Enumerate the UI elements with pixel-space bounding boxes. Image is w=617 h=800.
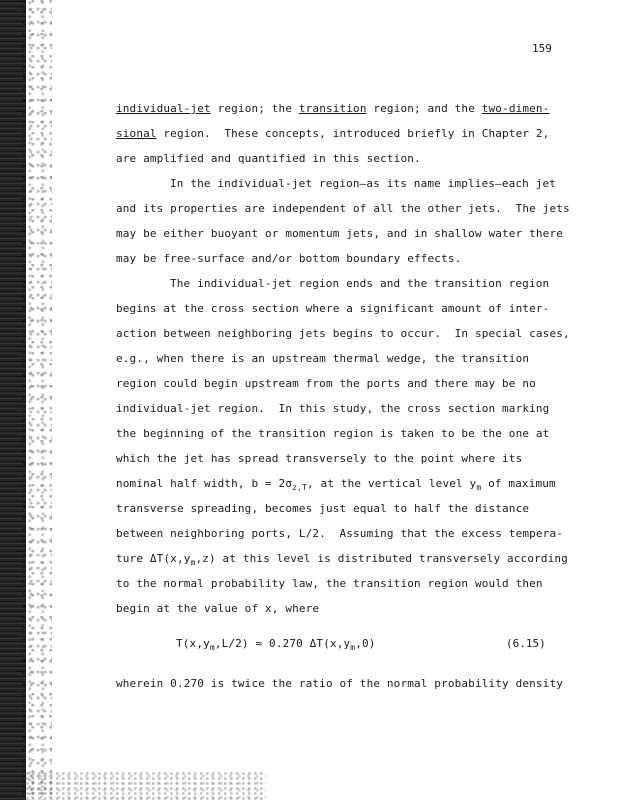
text-line: transverse spreading, becomes just equal to half the distance <box>116 502 530 515</box>
term-two-dimensional: two-dimen- <box>481 102 550 115</box>
scan-bottom-noise <box>26 772 266 800</box>
text-line: to the normal probability law, the transition region would then <box>116 577 543 590</box>
text-line: are amplified and quantified in this section. <box>116 152 421 165</box>
text-line: may be either buoyant or momentum jets, and in shallow water there <box>116 227 563 240</box>
page-number: 159 <box>532 42 552 55</box>
text-line: region could begin upstream from the ports and there may be no <box>116 377 536 390</box>
text-line: may be free-surface and/or bottom boundary effects. <box>116 252 462 265</box>
text-line: the beginning of the transition region is taken to be the one at <box>116 427 550 440</box>
scan-binding-noise <box>22 0 52 800</box>
text-line: The individual-jet region ends and the transition region <box>170 277 550 290</box>
text-line: action between neighboring jets begins to occur. In special cases, <box>116 327 570 340</box>
equation-number: (6.15) <box>506 637 546 650</box>
term-individual-jet: individual-jet <box>116 102 211 115</box>
text-line: begins at the cross section where a significant amount of inter- <box>116 302 550 315</box>
text-line: and its properties are independent of all the other jets. The jets <box>116 202 570 215</box>
equation-6-15: $T(x,y_m,L/2) \approx 0.270$ $\Delta T(x,y_m,0)$ <box>176 637 376 652</box>
text-line: individual-jet region. In this study, the cross section marking <box>116 402 550 415</box>
term-transition: transition <box>298 102 367 115</box>
text-line: wherein 0.270 is twice the ratio of the normal probability density <box>116 677 563 690</box>
text-line: e.g., when there is an upstream thermal wedge, the transition <box>116 352 530 365</box>
text-line: sional region. These concepts, introduced briefly in Chapter 2, <box>116 127 550 140</box>
text-line: begin at the value of x, where <box>116 602 320 615</box>
text-line: ture $\Delta T(x,y_m,z)$ at this level is distributed transversely according <box>116 552 568 567</box>
text-line: individual-jet region; the transition region; and the two-dimen- <box>116 102 550 115</box>
text-line: between neighboring ports, L/2. Assuming that the excess tempera- <box>116 527 563 540</box>
text-line: which the jet has spread transversely to the point where its <box>116 452 523 465</box>
text-line: In the individual-jet region—as its name implies—each jet <box>170 177 557 190</box>
text-line: nominal half width, $b = 2\sigma_{z,T}$, at the vertical level $y_m$ of maximum <box>116 477 556 492</box>
term-two-dimensional-cont: sional <box>116 127 157 140</box>
